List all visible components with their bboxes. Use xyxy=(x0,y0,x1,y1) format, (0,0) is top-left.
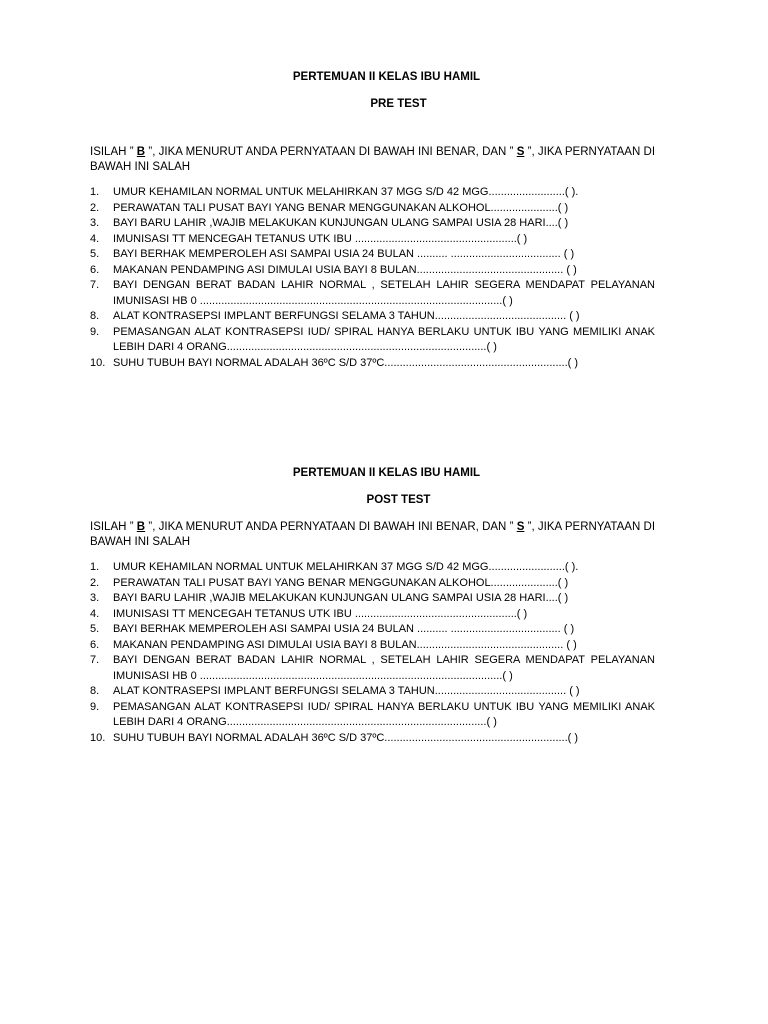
instruction-text: ”, JIKA MENURUT ANDA PERNYATAAN DI BAWAH INI BENAR, DAN ” xyxy=(145,521,517,533)
question-item xyxy=(90,201,655,217)
question-number: 10. xyxy=(90,356,106,369)
answer-b-marker: B xyxy=(136,146,146,158)
question-text: ALAT KONTRASEPSI IMPLANT BERFUNGSI SELAMA 3 TAHUN........................................... ( ) xyxy=(113,685,580,697)
question-item xyxy=(90,325,655,356)
answer-s-marker: S xyxy=(516,521,525,533)
question-text: MAKANAN PENDAMPING ASI DIMULAI USIA BAYI 8 BULAN................................................ ( ) xyxy=(113,263,577,276)
answer-b-marker: B xyxy=(136,521,146,533)
instructions xyxy=(90,520,655,550)
question-number: 8. xyxy=(90,685,100,697)
question-text: BAYI BARU LAHIR ,WAJIB MELAKUKAN KUNJUNGAN ULANG SAMPAI USIA 28 HARI....( ) xyxy=(113,217,569,229)
question-number: 3. xyxy=(90,592,100,604)
question-number: 2. xyxy=(90,201,100,214)
question-item xyxy=(90,684,655,700)
question-item xyxy=(90,278,655,309)
question-item xyxy=(90,560,655,576)
question-text: UMUR KEHAMILAN NORMAL UNTUK MELAHIRKAN 37 MGG S/D 42 MGG.........................( ). xyxy=(113,186,579,198)
question-text: PEMASANGAN ALAT KONTRASEPSI IUD/ SPIRAL HANYA BERLAKU UNTUK IBU YANG MEMILIKI ANAK LEBIH DARI 4 ORANG.....................................................................................( ) xyxy=(113,325,655,353)
instruction-text: ”, JIKA MENURUT ANDA PERNYATAAN DI BAWAH INI BENAR, DAN ” xyxy=(145,146,517,158)
question-text: IMUNISASI TT MENCEGAH TETANUS UTK IBU .....................................................( ) xyxy=(113,607,528,620)
question-number: 9. xyxy=(90,700,100,713)
question-item xyxy=(90,622,655,638)
post-test-section xyxy=(90,466,655,746)
instruction-text: ”, JIKA PERNYATAAN DI BAWAH INI SALAH xyxy=(90,146,656,173)
question-text: BAYI BARU LAHIR ,WAJIB MELAKUKAN KUNJUNGAN ULANG SAMPAI USIA 28 HARI....( ) xyxy=(113,592,569,604)
question-text: IMUNISASI TT MENCEGAH TETANUS UTK IBU .....................................................( ) xyxy=(113,232,528,245)
question-item xyxy=(90,216,655,232)
question-item xyxy=(90,700,655,731)
question-text: BAYI BERHAK MEMPEROLEH ASI SAMPAI USIA 24 BULAN .......... .................................... ( ) xyxy=(113,248,575,260)
question-number: 5. xyxy=(90,248,100,260)
question-number: 1. xyxy=(90,186,100,198)
question-list xyxy=(90,560,655,746)
question-number: 4. xyxy=(90,232,100,245)
question-text: BAYI BERHAK MEMPEROLEH ASI SAMPAI USIA 24 BULAN .......... .................................... ( ) xyxy=(113,623,575,635)
section-subtitle: POST TEST xyxy=(366,494,431,506)
question-number: 10. xyxy=(90,731,106,744)
question-list xyxy=(90,185,655,371)
instruction-text: ISILAH ” xyxy=(90,521,137,533)
question-text: ALAT KONTRASEPSI IMPLANT BERFUNGSI SELAMA 3 TAHUN........................................... ( ) xyxy=(113,310,580,322)
question-text: PERAWATAN TALI PUSAT BAYI YANG BENAR MENGGUNAKAN ALKOHOL......................( ) xyxy=(113,201,569,214)
question-item xyxy=(90,356,655,372)
question-text: BAYI DENGAN BERAT BADAN LAHIR NORMAL , SETELAH LAHIR SEGERA MENDAPAT PELAYANAN IMUNISASI HB 0 ...................................................................................................( ) xyxy=(113,654,655,682)
section-subtitle: PRE TEST xyxy=(370,98,427,110)
question-text: PEMASANGAN ALAT KONTRASEPSI IUD/ SPIRAL HANYA BERLAKU UNTUK IBU YANG MEMILIKI ANAK LEBIH DARI 4 ORANG.....................................................................................( ) xyxy=(113,700,655,728)
instruction-text: ”, JIKA PERNYATAAN DI BAWAH INI SALAH xyxy=(90,521,656,548)
question-item xyxy=(90,185,655,201)
question-text: SUHU TUBUH BAYI NORMAL ADALAH 36ºC S/D 37ºC............................................................( ) xyxy=(113,356,579,369)
question-number: 6. xyxy=(90,263,100,276)
question-item xyxy=(90,731,655,747)
question-item xyxy=(90,576,655,592)
question-number: 8. xyxy=(90,310,100,322)
question-text: UMUR KEHAMILAN NORMAL UNTUK MELAHIRKAN 37 MGG S/D 42 MGG.........................( ). xyxy=(113,561,579,573)
page-title: PERTEMUAN II KELAS IBU HAMIL xyxy=(292,71,481,83)
question-text: BAYI DENGAN BERAT BADAN LAHIR NORMAL , SETELAH LAHIR SEGERA MENDAPAT PELAYANAN IMUNISASI HB 0 ...................................................................................................( ) xyxy=(113,279,655,307)
question-item xyxy=(90,232,655,248)
question-item xyxy=(90,607,655,623)
question-number: 1. xyxy=(90,561,100,573)
instruction-text: ISILAH ” xyxy=(90,146,137,158)
question-number: 9. xyxy=(90,325,100,338)
question-item xyxy=(90,247,655,263)
instructions xyxy=(90,145,655,175)
question-item xyxy=(90,591,655,607)
question-number: 5. xyxy=(90,623,100,635)
question-item xyxy=(90,263,655,279)
question-text: SUHU TUBUH BAYI NORMAL ADALAH 36ºC S/D 37ºC............................................................( ) xyxy=(113,731,579,744)
question-item xyxy=(90,309,655,325)
question-number: 2. xyxy=(90,576,100,589)
question-item xyxy=(90,653,655,684)
question-item xyxy=(90,638,655,654)
question-number: 4. xyxy=(90,607,100,620)
question-number: 3. xyxy=(90,217,100,229)
question-text: PERAWATAN TALI PUSAT BAYI YANG BENAR MENGGUNAKAN ALKOHOL......................( ) xyxy=(113,576,569,589)
answer-s-marker: S xyxy=(516,146,525,158)
pre-test-section xyxy=(90,70,655,371)
question-number: 6. xyxy=(90,638,100,651)
question-text: MAKANAN PENDAMPING ASI DIMULAI USIA BAYI 8 BULAN................................................ ( ) xyxy=(113,638,577,651)
page-title: PERTEMUAN II KELAS IBU HAMIL xyxy=(292,467,481,479)
question-number: 7. xyxy=(90,654,100,666)
question-number: 7. xyxy=(90,279,100,291)
